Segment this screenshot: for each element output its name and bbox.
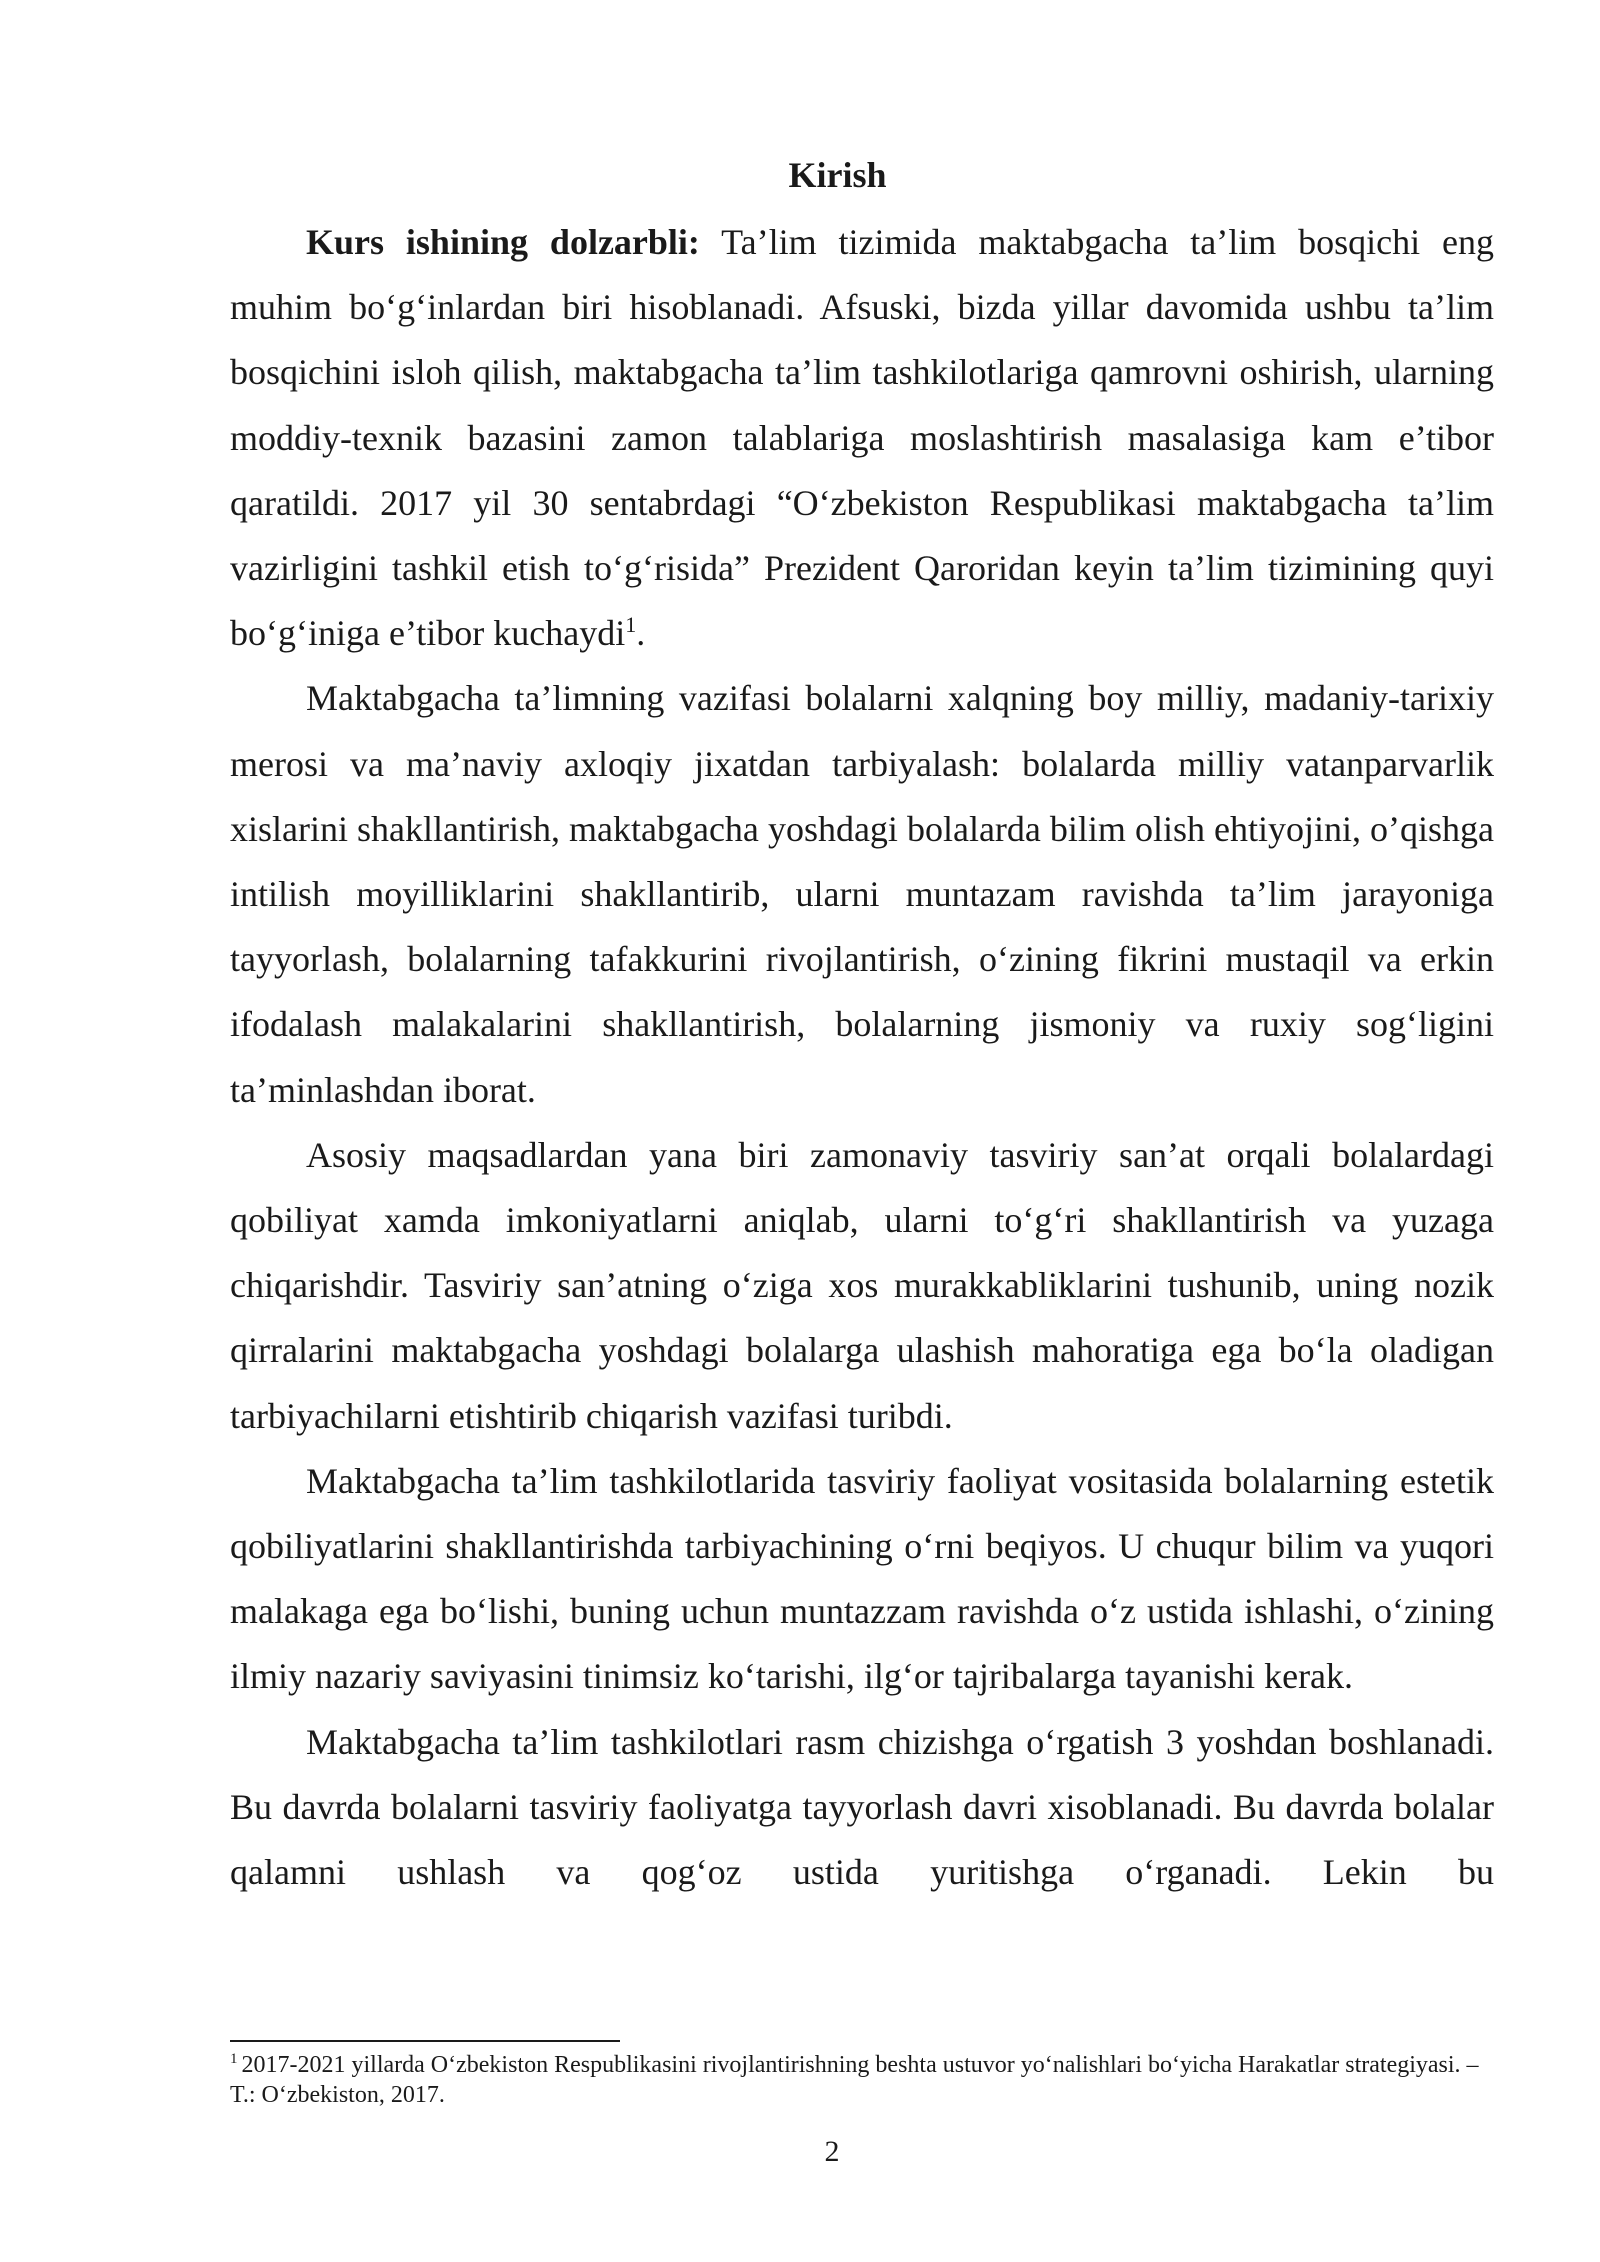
lead-label: Kurs ishining dolzarbli: [306, 222, 700, 262]
page-number: 2 [824, 2135, 840, 2168]
page-heading: Kirish [788, 155, 887, 195]
footnote-marker: 1 [230, 2051, 238, 2067]
paragraph-educator-role: Maktabgacha ta’lim tashkilotlarida tasviriy faoliyat vositasida bolalarning estetik qobiliyatlarini shakllantirishda tarbiyachining o‘rni beqiyos. U chuqur bilim va yuqori malakaga ega bo‘lishi, buning uchun muntazzam ravishda o‘z ustida ishlashi, o‘zining ilmiy nazariy saviyasini tinimsiz ko‘tarishi, ilg‘or tajribalarga tayanishi kerak. [230, 1460, 1494, 1697]
paragraph-text: Ta’lim tizimida maktabgacha ta’lim bosqichi eng muhim bo‘g‘inlardan biri hisoblanadi. Afsuski, bizda yillar davomida ushbu ta’lim bosqichini isloh qilish, maktabgacha ta’lim tashkilotlariga qamrovni oshirish, ularning moddiy-texnik bazasini zamon talablariga moslashtirish masalasiga kam e’tibor qaratildi. 2017 yil 30 sentabrdagi “O‘zbekiston Respublikasi maktabgacha ta’lim vazirligini tashkil etish to‘g‘risida” Prezident Qaroridan keyin ta’lim tizimining quyi bo‘g‘iniga e’tibor kuchaydi [230, 222, 1495, 654]
paragraph-drawing-age: Maktabgacha ta’lim tashkilotlari rasm chizishga o‘rgatish 3 yoshdan boshlanadi. Bu davrda bolalarni tasviriy faoliyatga tayyorlash davri xisoblanadi. Bu davrda bolalar qalamni ushlash va qog‘oz ustida yuritishga o‘rganadi. Lekin bu [230, 1721, 1494, 1893]
footnote [230, 2050, 1494, 2110]
paragraph-text-end: . [636, 613, 646, 654]
footnote-text: 2017-2021 yillarda O‘zbekiston Respublikasini rivojlantirishning beshta ustuvor yo‘nalishlari bo‘yicha Harakatlar strategiyasi. – T.: O‘zbekiston, 2017. [230, 2052, 1479, 2108]
paragraph-tasks: Maktabgacha ta’limning vazifasi bolalarni xalqning boy milliy, madaniy-tarixiy merosi va ma’naviy axloqiy jixatdan tarbiyalash: bolalarda milliy vatanparvarlik xislarini shakllantirish, maktabgacha yoshdagi bolalarda bilim olish ehtiyojini, o’qishga intilish moyilliklarini shakllantirib, ularni muntazam ravishda ta’lim jarayoniga tayyorlash, bolalarning tafakkurini rivojlantirish, o‘zining fikrini mustaqil va erkin ifodalash malakalarini shakllantirish, bolalarning jismoniy va ruxiy sog‘ligini ta’minlashdan iborat. [230, 678, 1494, 1110]
footnote-reference[interactable]: 1 [625, 612, 637, 638]
footnote-separator [230, 2040, 620, 2042]
body-text [230, 210, 1494, 1905]
paragraph-relevance [230, 210, 1494, 666]
paragraph-goals: Asosiy maqsadlardan yana biri zamonaviy tasviriy san’at orqali bolalardagi qobiliyat xamda imkoniyatlarni aniqlab, ularni to‘g‘ri shakllantirish va yuzaga chiqarishdir. Tasviriy san’atning o‘ziga xos murakkabliklarini tushunib, uning nozik qirralarini maktabgacha yoshdagi bolalarga ulashish mahoratiga ega bo‘la oladigan tarbiyachilarni etishtirib chiqarish vazifasi turibdi. [230, 1134, 1494, 1436]
